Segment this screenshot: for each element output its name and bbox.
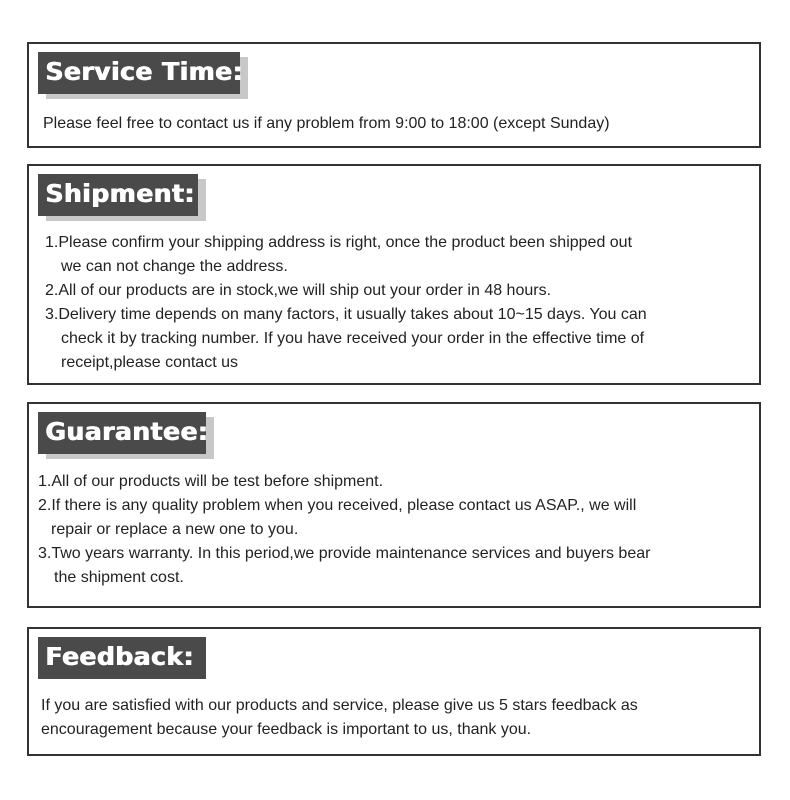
guarantee-body [38, 470, 745, 590]
shipment-line: 3.Delivery time depends on many factors, it usually takes about 10~15 days. You can [45, 306, 647, 323]
shipment-line: 1.Please confirm your shipping address is right, once the product been shipped out [45, 234, 633, 251]
guarantee-line: 2.If there is any quality problem when you received, please contact us ASAP., we will [38, 497, 637, 514]
service-time-section [27, 42, 761, 148]
shipment-line: we can not change the address. [61, 258, 288, 275]
feedback-heading [38, 637, 206, 679]
shipment-section [27, 164, 761, 385]
shipment-body [45, 231, 745, 375]
guarantee-heading [38, 412, 209, 454]
guarantee-title: Guarantee: [45, 417, 209, 446]
feedback-line: If you are satisfied with our products and service, please give us 5 stars feedback as [41, 697, 638, 714]
service-time-heading [38, 52, 243, 94]
shipment-line: check it by tracking number. If you have received your order in the effective time of [61, 330, 645, 347]
feedback-body [41, 694, 745, 742]
guarantee-section [27, 402, 761, 608]
shipment-line: receipt,please contact us [61, 354, 238, 371]
guarantee-line: 3.Two years warranty. In this period,we provide maintenance services and buyers bear [38, 545, 651, 562]
service-time-title: Service Time: [45, 57, 243, 86]
shipment-title: Shipment: [45, 179, 195, 208]
feedback-section [27, 627, 761, 756]
feedback-line: encouragement because your feedback is important to us, thank you. [41, 721, 532, 738]
guarantee-line: repair or replace a new one to you. [51, 521, 299, 538]
service-time-line: Please feel free to contact us if any problem from 9:00 to 18:00 (except Sunday) [43, 115, 610, 132]
shipment-heading [38, 174, 198, 216]
guarantee-line: 1.All of our products will be test before shipment. [38, 473, 384, 490]
shipment-line: 2.All of our products are in stock,we will ship out your order in 48 hours. [45, 282, 552, 299]
feedback-title: Feedback: [45, 642, 194, 671]
service-time-body [43, 112, 745, 136]
guarantee-line: the shipment cost. [54, 569, 184, 586]
